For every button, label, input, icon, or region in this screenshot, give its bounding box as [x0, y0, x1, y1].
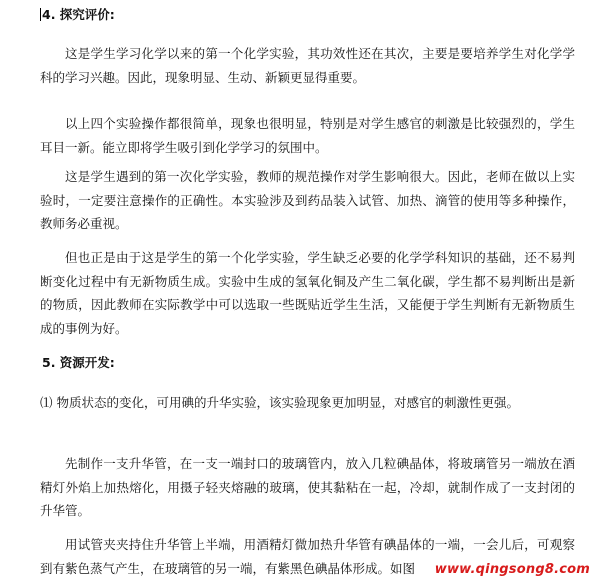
site-watermark: www.qingsong8.com: [431, 561, 594, 578]
paragraph-text: 这是学生遇到的第一次化学实验，教师的规范操作对学生影响很大。因此，老师在做以上实验时，一定要注意操作的正确性。本实验涉及到药品装入试管、加热、滴管的使用等多种操作，教师务必重视。: [40, 169, 575, 231]
paragraph-4: [40, 246, 575, 340]
paragraph-5: [40, 391, 575, 415]
paragraph-text: 用试管夹夹持住升华管上半端，用酒精灯微加热升华管有碘晶体的一端，一会儿后，可观察到有紫色蒸气产生，在玻璃管的另一端，有紫黑色碘晶体形成。如图: [40, 537, 575, 576]
paragraph-text: 以上四个实验操作都很简单，现象也很明显，特别是对学生感官的刺激是比较强烈的，学生耳目一新。能立即将学生吸引到化学学习的氛围中。: [40, 116, 575, 155]
text-cursor: [40, 8, 41, 21]
section-heading-evaluation: [40, 6, 115, 24]
section-heading-text: 5. 资源开发:: [42, 355, 115, 370]
paragraph-3: [40, 165, 575, 236]
paragraph-2: [40, 112, 575, 159]
paragraph-1: [40, 42, 575, 89]
paragraph-text: ⑴ 物质状态的变化，可用碘的升华实验，该实验现象更加明显，对感官的刺激性更强。: [40, 395, 519, 410]
paragraph-text: 这是学生学习化学以来的第一个化学实验，其功效性还在其次，主要是要培养学生对化学学科的学习兴趣。因此，现象明显、生动、新颖更显得重要。: [40, 46, 575, 85]
paragraph-text: 但也正是由于这是学生的第一个化学实验，学生缺乏必要的化学学科知识的基础，还不易判断变化过程中有无新物质生成。实验中生成的氢氧化铜及产生二氧化碳，学生都不易判断出是新的物质，因此教师在实际教学中可以选取一些既贴近学生生活，又能便于学生判断有无新物质生成的事例为好。: [40, 250, 575, 336]
section-heading-text: 4. 探究评价:: [42, 7, 115, 22]
section-heading-resources: [42, 354, 115, 372]
paragraph-6: [40, 452, 575, 523]
paragraph-text: 先制作一支升华管，在一支一端封口的玻璃管内，放入几粒碘晶体，将玻璃管另一端放在酒精灯外焰上加热熔化，用摄子轻夹熔融的玻璃，使其黏粘在一起，冷却，就制作成了一支封闭的升华管。: [40, 456, 575, 518]
